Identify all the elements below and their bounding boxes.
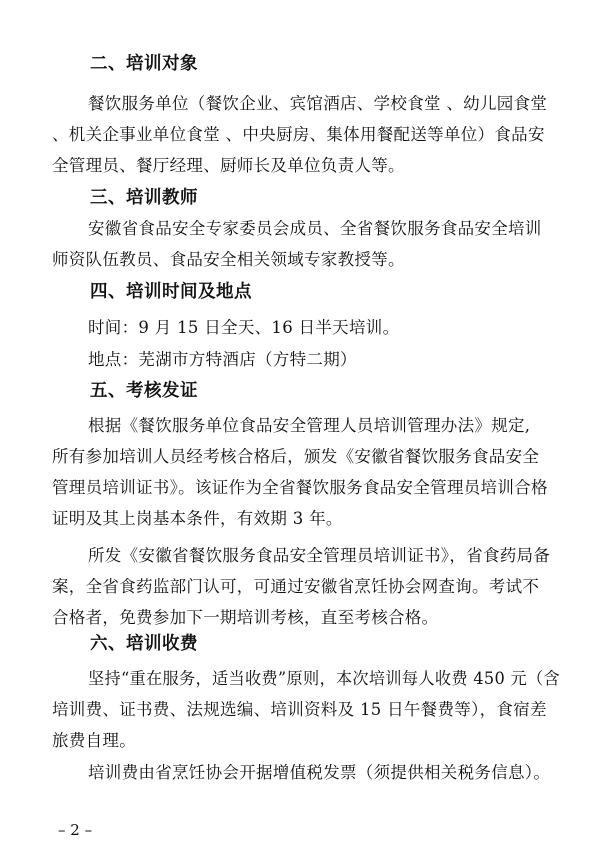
- paragraph-line: 管理员培训证书》。该证作为全省餐饮服务食品安全管理员培训合格: [52, 478, 548, 497]
- paragraph-line: 根据《餐饮服务单位食品安全管理人员培训管理办法》规定,: [88, 416, 531, 435]
- paragraph-line: 坚持“重在服务，适当收费”原则，本次培训每人收费 450 元（含: [88, 669, 560, 688]
- section-heading-training-targets: 二、培训对象: [90, 54, 198, 74]
- paragraph-line: 所有参加培训人员经考核合格后，颁发《安徽省餐饮服务食品安全: [52, 447, 540, 466]
- paragraph-line: 餐饮服务单位（餐饮企业、宾馆酒店、学校食堂 、幼儿园食堂: [88, 94, 548, 113]
- section-heading-assessment: 五、考核发证: [90, 381, 198, 401]
- paragraph-line: 安徽省食品安全专家委员会成员、全省餐饮服务食品安全培训: [88, 219, 542, 238]
- page-number: – 2 –: [58, 821, 93, 839]
- paragraph-line: 时间：9 月 15 日全天、16 日半天培训。: [88, 318, 400, 337]
- section-heading-fees: 六、培训收费: [90, 634, 198, 654]
- paragraph-line: 培训费、证书费、法规选编、培训资料及 15 日午餐费等），食宿差: [52, 700, 547, 719]
- paragraph-line: 全管理员、餐厅经理、厨师长及单位负责人等。: [52, 156, 405, 175]
- paragraph-line: 培训费由省烹饪协会开据增值税发票（须提供相关税务信息）。: [88, 763, 551, 782]
- section-heading-trainers: 三、培训教师: [90, 188, 198, 208]
- section-heading-time-place: 四、培训时间及地点: [90, 282, 252, 302]
- paragraph-line: 旅费自理。: [52, 731, 136, 750]
- paragraph-line: 合格者，免费参加下一期培训考核，直至考核合格。: [52, 608, 439, 627]
- paragraph-line: 地点：芜湖市方特酒店（方特二期）: [88, 350, 357, 369]
- paragraph-line: 案，全省食药监部门认可，可通过安徽省烹饪协会网查询。考试不: [52, 577, 540, 596]
- paragraph-line: 证明及其上岗基本条件，有效期 3 年。: [52, 509, 343, 528]
- paragraph-line: 师资队伍教员、食品安全相关领域专家教授等。: [52, 250, 405, 269]
- paragraph-line: 、机关企事业单位食堂 、中央厨房、集体用餐配送等单位）食品安: [52, 125, 545, 144]
- paragraph-line: 所发《安徽省餐饮服务食品安全管理员培训证书》，省食药局备: [88, 546, 551, 565]
